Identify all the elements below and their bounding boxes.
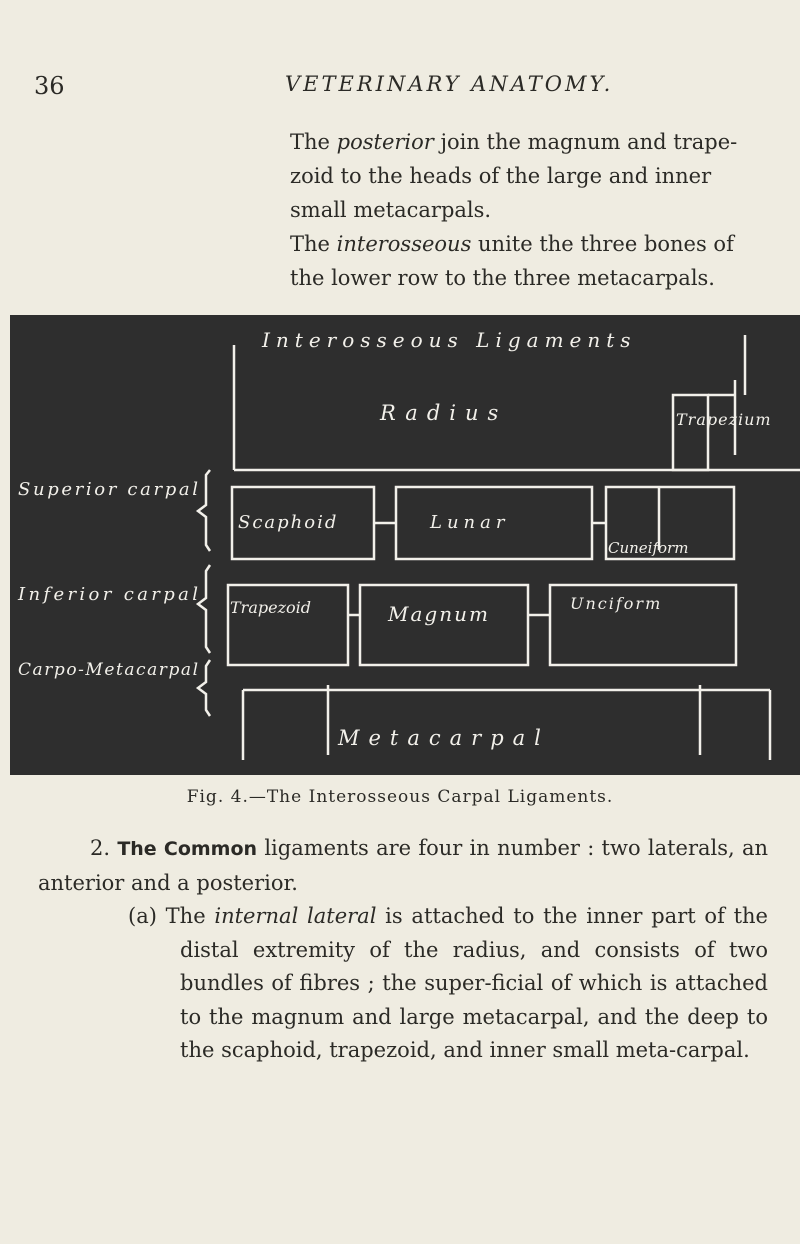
intro-paragraph-1: The posterior join the magnum and trape-zoid to the heads of the large and inner small metacarpals. bbox=[290, 130, 738, 222]
label-carpo-metacarpal: Carpo-Metacarpal bbox=[18, 660, 198, 680]
page-header bbox=[0, 72, 800, 112]
term-internal-lateral: internal lateral bbox=[214, 904, 377, 928]
label-interosseous-ligaments: Interosseous Ligaments bbox=[262, 328, 637, 352]
figure-interosseous-ligaments bbox=[10, 315, 800, 775]
label-scaphoid: Scaphoid bbox=[238, 512, 339, 533]
label-superior-carpal: Superior carpal bbox=[18, 479, 198, 500]
intro-text bbox=[290, 125, 760, 295]
ligament-diagram bbox=[10, 315, 800, 775]
label-magnum: Magnum bbox=[388, 602, 490, 626]
page-number: 36 bbox=[34, 72, 65, 100]
label-radius: Radius bbox=[380, 401, 508, 425]
paragraph-common-ligaments: 2. The Common ligaments are four in number : two laterals, an anterior and a posterior. bbox=[38, 836, 768, 895]
label-trapezium: Trapezium bbox=[676, 410, 772, 429]
label-inferior-carpal: Inferior carpal bbox=[18, 584, 198, 605]
label-lunar: Lunar bbox=[430, 512, 510, 533]
running-title: VETERINARY ANATOMY. bbox=[285, 72, 614, 96]
paragraph-internal-lateral: (a) The internal lateral is attached to the inner part of the distal extremity of the radius, and consists of two bundles of fibres ; the super-ficial of which is attached to the magnum and large metacarpal, and the deep to the scaphoid, trapezoid, and inner small meta-carpal. bbox=[128, 904, 768, 1062]
label-unciform: Unciform bbox=[570, 594, 663, 613]
label-common: The Common bbox=[117, 838, 258, 860]
intro-paragraph-2: The interosseous unite the three bones of the lower row to the three metacarpals. bbox=[290, 232, 734, 290]
term-posterior: posterior bbox=[336, 130, 434, 154]
label-trapezoid: Trapezoid bbox=[230, 598, 311, 617]
figure-caption: Fig. 4.—The Interosseous Carpal Ligaments. bbox=[186, 787, 614, 807]
term-interosseous: interosseous bbox=[336, 232, 472, 256]
label-cuneiform: Cuneiform bbox=[608, 539, 689, 557]
body-text bbox=[38, 832, 768, 1068]
label-metacarpal: Metacarpal bbox=[338, 726, 550, 750]
